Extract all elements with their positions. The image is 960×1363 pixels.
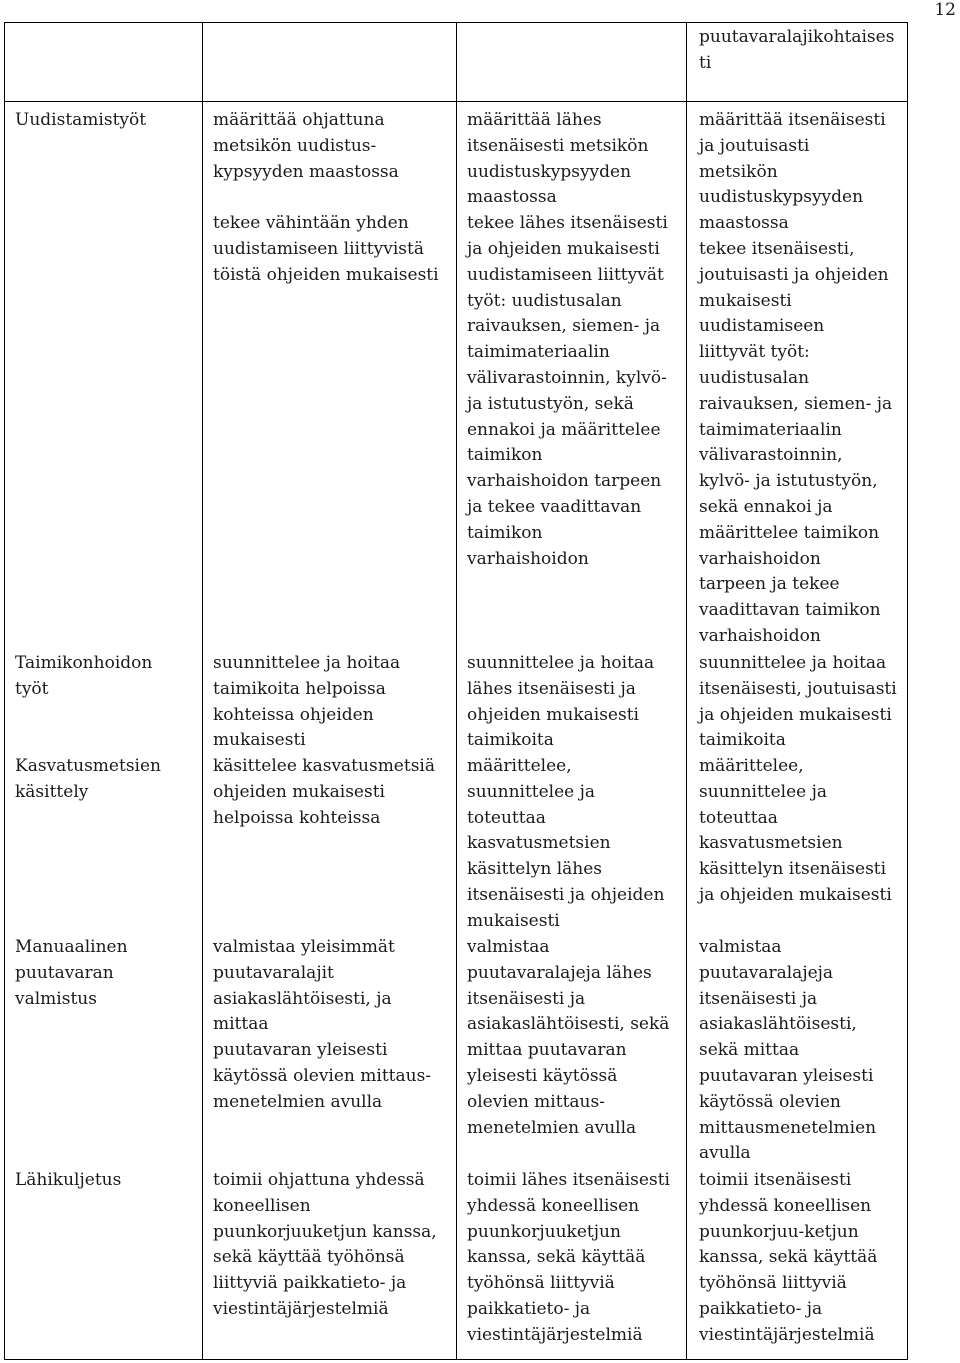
level-3-lahikuljetus: toimii itsenäisesti yhdessä koneellisen puunkorjuu-ketjun kanssa, sekä käyttää työhönsä liittyviä paikkatieto- ja viestintäjärjestelmiä — [699, 1170, 878, 1345]
level-1-taimikonhoito: suunnittelee ja hoitaa taimikoita helpoissa kohteissa ohjeiden mukaisesti — [213, 653, 401, 751]
level-2-puutavaran-valmistus: valmistaa puutavaralajeja lähes itsenäisesti ja asiakaslähtöisesti, sekä mittaa puutavaran yleisesti käytössä olevien mittaus- menetelmien avulla — [467, 937, 670, 1138]
header-divider — [5, 101, 907, 102]
header-cell-4: puutavaralajikohtaises ti — [699, 27, 895, 73]
column-divider — [686, 23, 687, 1359]
level-2-uudistamistyot: määrittää lähes itsenäisesti metsikön uudistuskypsyyden maastossa tekee lähes itsenäisesti ja ohjeiden mukaisesti uudistamiseen liittyvät työt: uudistusalan raivauksen, siemen- ja taimimateriaalin välivarastoinnin, kylvö- ja istutustyön, sekä ennakoi ja määrittelee taimikon varhaishoidon tarpeen ja tekee vaadittavan taimikon varhaishoidon — [467, 110, 668, 569]
level-1-puutavaran-valmistus: valmistaa yleisimmät puutavaralajit asiakaslähtöisesti, ja mittaa puutavaran yleisesti käytössä olevien mittaus- menetelmien avulla — [213, 937, 432, 1112]
level-2-lahikuljetus: toimii lähes itsenäisesti yhdessä koneellisen puunkorjuuketjun kanssa, sekä käyttää työhönsä liittyviä paikkatieto- ja viestintäjärjestelmiä — [467, 1170, 670, 1345]
level-1-kasvatusmetsat: käsittelee kasvatusmetsiä ohjeiden mukaisesti helpoissa kohteissa — [213, 756, 435, 828]
level-3-taimikonhoito: suunnittelee ja hoitaa itsenäisesti, joutuisasti ja ohjeiden mukaisesti taimikoita — [699, 653, 897, 751]
row-label-uudistamistyot: Uudistamistyöt — [15, 110, 147, 130]
column-divider — [202, 23, 203, 1359]
level-3-uudistamistyot: määrittää itsenäisesti ja joutuisasti metsikön uudistuskypsyyden maastossa tekee itsenäisesti, joutuisasti ja ohjeiden mukaisesti uudistamiseen liittyvät työt: uudistusalan raivauksen, siemen- ja taimimateriaalin välivarastoinnin, kylvö- ja istutustyön, sekä ennakoi ja määrittelee taimikon varhaishoidon tarpeen ja tekee vaadittavan taimikon varhaishoidon — [699, 110, 893, 646]
level-1-uudistamistyot: määrittää ohjattuna metsikön uudistus- kypsyyden maastossa tekee vähintään yhden uudistamiseen liittyvistä töistä ohjeiden mukaisesti — [213, 110, 439, 285]
row-label-lahikuljetus: Lähikuljetus — [15, 1170, 122, 1190]
row-label-kasvatusmetsat: Kasvatusmetsien käsittely — [15, 756, 161, 802]
row-label-taimikonhoito: Taimikonhoidon työt — [15, 653, 153, 699]
page-number: 12 — [934, 0, 956, 20]
level-2-kasvatusmetsat: määrittelee, suunnittelee ja toteuttaa kasvatusmetsien käsittelyn lähes itsenäisesti ja ohjeiden mukaisesti — [467, 756, 665, 931]
level-3-puutavaran-valmistus: valmistaa puutavaralajeja itsenäisesti ja asiakaslähtöisesti, sekä mittaa puutavaran yleisesti käytössä olevien mittausmenetelmien avulla — [699, 937, 877, 1164]
competency-table — [4, 22, 908, 1360]
column-divider — [456, 23, 457, 1359]
row-label-puutavaran-valmistus: Manuaalinen puutavaran valmistus — [15, 937, 128, 1009]
level-1-lahikuljetus: toimii ohjattuna yhdessä koneellisen puunkorjuuketjun kanssa, sekä käyttää työhönsä liittyviä paikkatieto- ja viestintäjärjestelmiä — [213, 1170, 437, 1319]
level-3-kasvatusmetsat: määrittelee, suunnittelee ja toteuttaa kasvatusmetsien käsittelyn itsenäisesti ja ohjeiden mukaisesti — [699, 756, 892, 905]
level-2-taimikonhoito: suunnittelee ja hoitaa lähes itsenäisesti ja ohjeiden mukaisesti taimikoita — [467, 653, 655, 751]
